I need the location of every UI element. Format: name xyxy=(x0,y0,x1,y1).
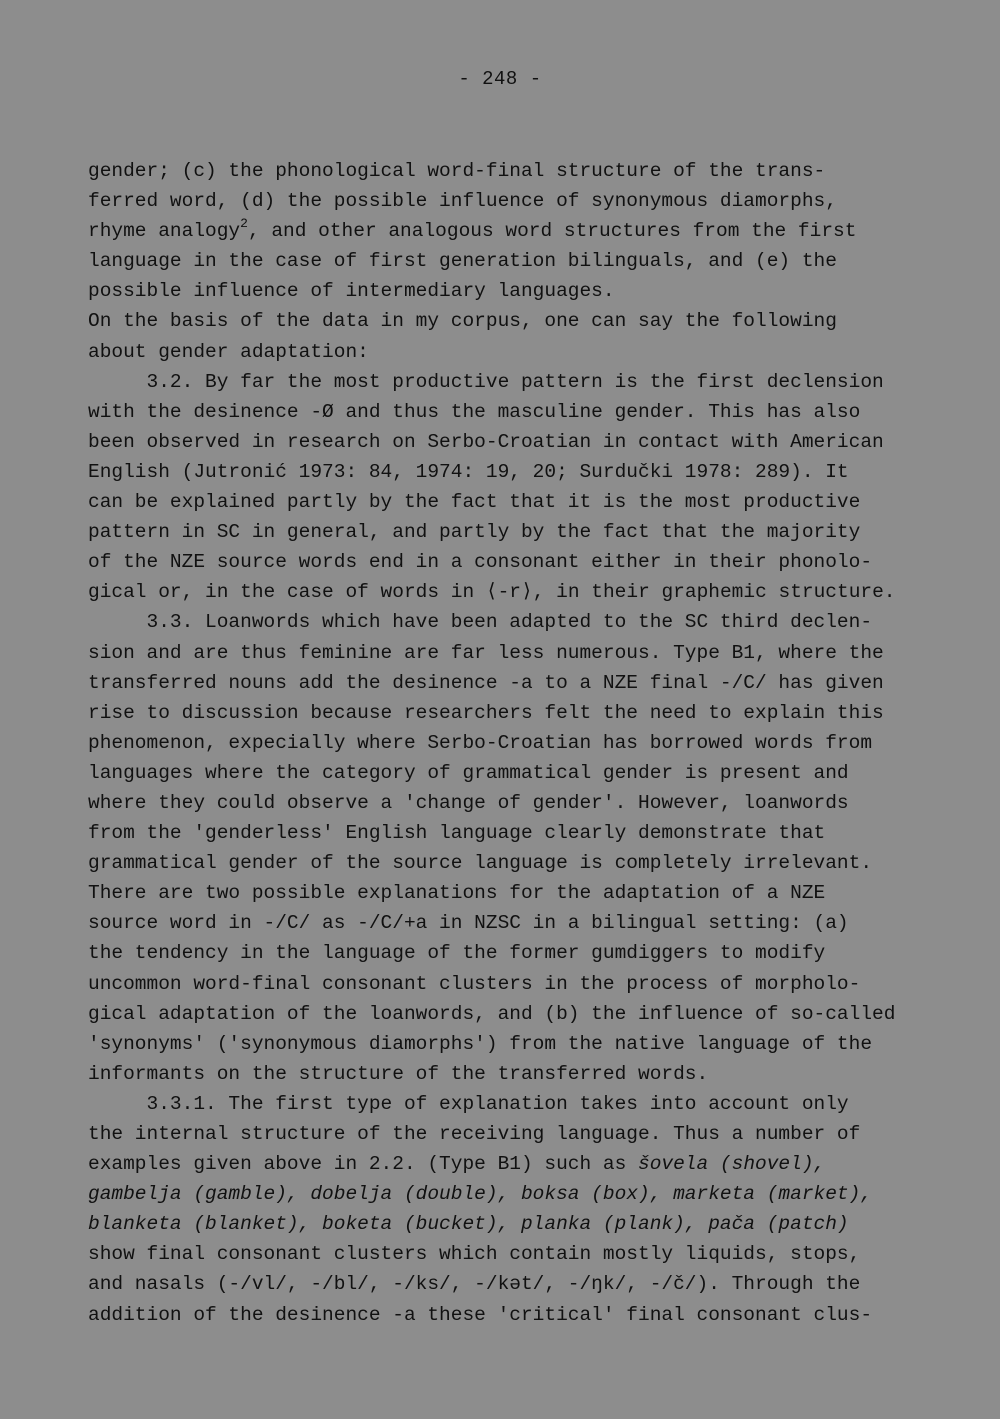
italic-text: gambelja (gamble), dobelja (double), boksa (box), marketa (market), xyxy=(88,1183,873,1206)
text-segment: There are two possible explanations for the adaptation of a NZE xyxy=(88,882,826,905)
text-line xyxy=(88,1269,928,1299)
text-segment: rise to discussion because researchers felt the need to explain this xyxy=(88,701,884,724)
text-segment: rhyme analogy xyxy=(88,220,241,243)
text-line xyxy=(88,908,928,938)
text-segment: addition of the desinence -a these 'critical' final consonant clus- xyxy=(88,1303,873,1326)
text-line xyxy=(88,216,928,246)
text-line xyxy=(88,517,928,547)
text-line xyxy=(88,427,928,457)
text-line xyxy=(88,1119,928,1149)
text-line xyxy=(88,638,928,668)
text-line xyxy=(88,246,928,276)
text-segment: the tendency in the language of the former gumdiggers to modify xyxy=(88,942,826,965)
text-segment: the internal structure of the receiving language. Thus a number of xyxy=(88,1123,861,1145)
text-line xyxy=(88,999,928,1029)
text-segment: grammatical gender of the source language is completely irrelevant. xyxy=(88,852,873,875)
text-line xyxy=(88,1209,928,1239)
text-line xyxy=(88,156,928,186)
text-line xyxy=(88,1300,928,1330)
text-segment: of the NZE source words end in a consonant either in their phonolo- xyxy=(88,551,873,574)
text-segment: ferred word, (d) the possible influence of synonymous diamorphs, xyxy=(88,190,837,213)
text-segment: gender; (c) the phonological word-final structure of the trans- xyxy=(88,160,826,182)
text-line xyxy=(88,668,928,698)
text-segment: been observed in research on Serbo-Croatian in contact with American xyxy=(88,430,884,453)
text-segment: languages where the category of grammatical gender is present and xyxy=(88,761,849,784)
text-segment: transferred nouns add the desinence -a to a NZE final -/C/ has given xyxy=(88,671,884,694)
text-line xyxy=(88,367,928,397)
text-line xyxy=(88,577,928,607)
text-line xyxy=(88,818,928,848)
text-line xyxy=(88,969,928,999)
text-segment: informants on the structure of the transferred words. xyxy=(88,1062,709,1085)
text-segment: language in the case of first generation bilinguals, and (e) the xyxy=(88,250,837,273)
text-line xyxy=(88,397,928,427)
page-number: - 248 - xyxy=(458,68,542,90)
text-segment: uncommon word-final consonant clusters in the process of morpholo- xyxy=(88,972,861,995)
text-line xyxy=(88,1029,928,1059)
text-line xyxy=(88,337,928,367)
text-segment: sion and are thus feminine are far less numerous. Type B1, where the xyxy=(88,641,884,664)
text-segment: 3.3. Loanwords which have been adapted to the SC third declen- xyxy=(88,611,873,634)
text-segment: 3.2. By far the most productive pattern is the first declension xyxy=(88,370,884,393)
text-line xyxy=(88,878,928,908)
text-line xyxy=(88,547,928,577)
italic-text: šovela (shovel), xyxy=(638,1153,826,1176)
text-line xyxy=(88,698,928,728)
footnote-marker: 2 xyxy=(240,215,248,231)
text-line xyxy=(88,607,928,637)
text-segment: examples given above in 2.2. (Type B1) such as xyxy=(88,1153,638,1176)
text-segment: 'synonyms' ('synonymous diamorphs') from the native language of the xyxy=(88,1032,873,1055)
text-segment: source word in -/C/ as -/C/+a in NZSC in a bilingual setting: (a) xyxy=(88,912,849,935)
text-segment: phenomenon, expecially where Serbo-Croatian has borrowed words from xyxy=(88,731,873,754)
text-line xyxy=(88,276,928,306)
body-text xyxy=(88,156,928,1330)
text-line xyxy=(88,788,928,818)
text-segment: gical or, in the case of words in ⟨-r⟩, in their graphemic structure. xyxy=(88,581,896,604)
text-line xyxy=(88,728,928,758)
text-line xyxy=(88,1239,928,1269)
italic-text: blanketa (blanket), boketa (bucket), planka (plank), pača (patch) xyxy=(88,1213,849,1236)
text-line xyxy=(88,186,928,216)
text-line xyxy=(88,848,928,878)
text-segment: about gender adaptation: xyxy=(88,340,369,363)
text-segment: with the desinence -Ø and thus the masculine gender. This has also xyxy=(88,400,861,423)
text-segment: and nasals (-/vl/, -/bl/, -/ks/, -/kət/, -/ŋk/, -/č/). Through the xyxy=(88,1273,861,1296)
text-line xyxy=(88,1179,928,1209)
text-segment: gical adaptation of the loanwords, and (b) the influence of so-called xyxy=(88,1002,896,1025)
text-line xyxy=(88,758,928,788)
text-line xyxy=(88,306,928,336)
text-line xyxy=(88,1059,928,1089)
text-segment: , and other analogous word structures from the first xyxy=(247,220,857,243)
text-segment: show final consonant clusters which contain mostly liquids, stops, xyxy=(88,1243,861,1266)
text-line xyxy=(88,457,928,487)
text-segment: On the basis of the data in my corpus, one can say the following xyxy=(88,310,837,333)
text-segment: 3.3.1. The first type of explanation takes into account only xyxy=(88,1092,849,1115)
text-line xyxy=(88,1089,928,1119)
text-line xyxy=(88,487,928,517)
text-segment: possible influence of intermediary languages. xyxy=(88,280,615,303)
text-segment: pattern in SC in general, and partly by the fact that the majority xyxy=(88,521,861,544)
text-segment: can be explained partly by the fact that it is the most productive xyxy=(88,491,861,514)
text-line xyxy=(88,938,928,968)
text-line xyxy=(88,1149,928,1179)
text-segment: English (Jutronić 1973: 84, 1974: 19, 20; Surdučki 1978: 289). It xyxy=(88,460,849,483)
text-segment: from the 'genderless' English language clearly demonstrate that xyxy=(88,822,826,845)
text-segment: where they could observe a 'change of gender'. However, loanwords xyxy=(88,791,849,814)
